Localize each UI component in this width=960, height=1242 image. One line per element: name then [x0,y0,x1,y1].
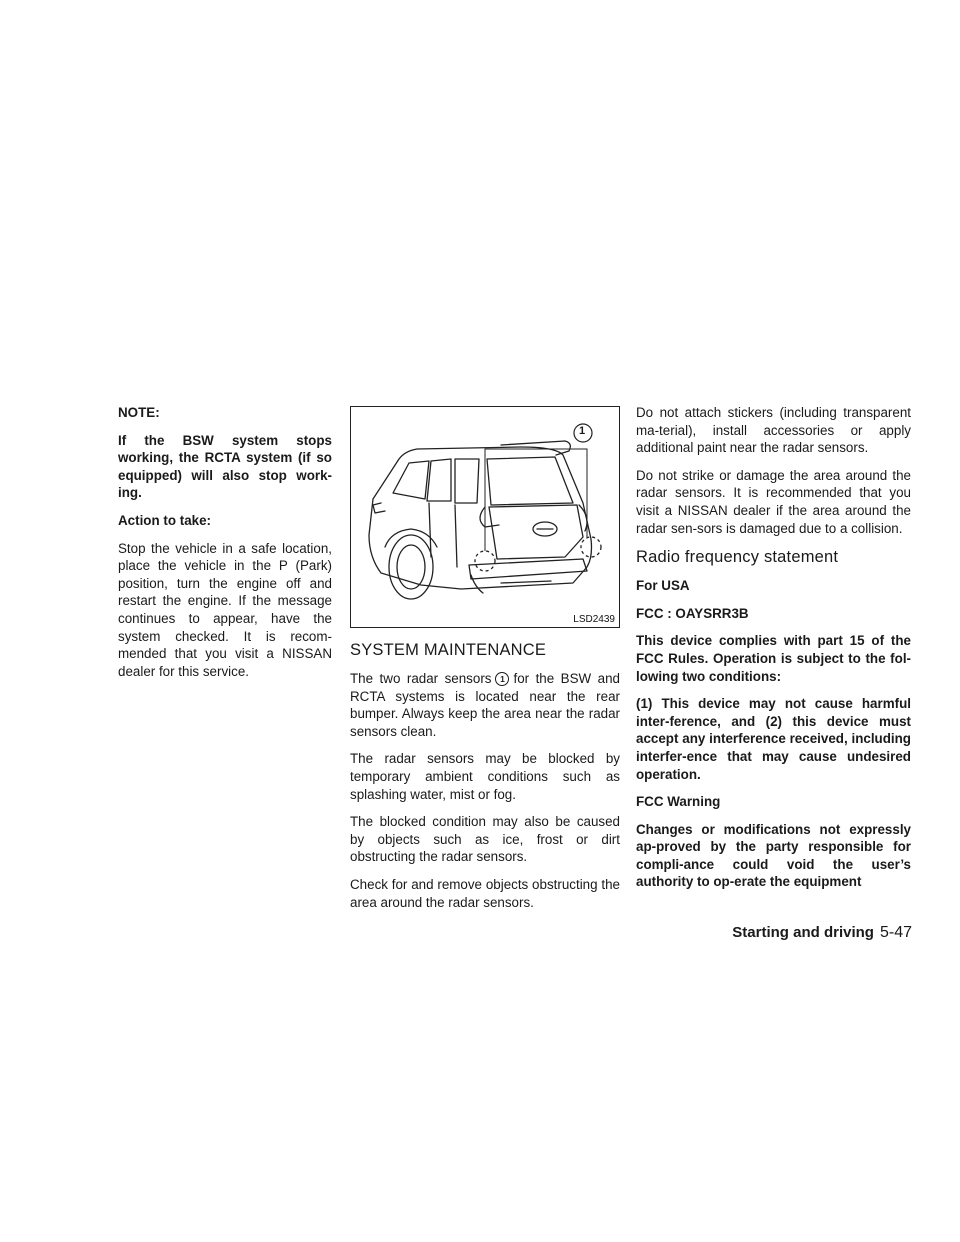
stickers-paragraph: Do not attach stickers (including transparent ma-terial), install accessories or apply additional paint near the radar sensors. [636,405,911,456]
p1-end: for the BSW and RCTA systems is located near the rear bumper. Always keep the area near the radar sensors clean. [350,671,620,739]
left-column [118,404,332,690]
suv-rear-drawing [351,407,619,627]
action-body: Stop the vehicle in a safe location, place the vehicle in the P (Park) position, turn the engine off and restart the engine. If the message continues to appear, have the system checked. It is recom-mended that you visit a NISSAN dealer for this service. [118,540,332,679]
damage-paragraph: Do not strike or damage the area around the radar sensors. It is recommended that you visit a NISSAN dealer if the area around the radar sen-sors is damaged due to a collision. [636,467,911,536]
section-heading: SYSTEM MAINTENANCE [350,641,547,659]
fcc-id: FCC : OAYSRR3B [636,605,749,621]
compliance-text: This device complies with part 15 of the FCC Rules. Operation is subject to the fol-lowing two conditions: [636,633,911,684]
callout-number: 1 [579,425,586,437]
page-number: 5-47 [879,924,912,941]
maintenance-paragraph-2: The radar sensors may be blocked by temporary ambient conditions such as splashing water, mist or fog. [350,751,620,802]
note-label: NOTE: [118,405,160,420]
action-label: Action to take: [118,512,211,528]
maintenance-paragraph-1 [350,670,620,740]
maintenance-paragraph-3: The blocked condition may also be caused by objects such as ice, frost or dirt obstructing the radar sensors. [350,814,620,865]
callout-marker-icon: 1 [495,672,509,686]
note-body: If the BSW system stops working, the RCTA system (if so equipped) will also stop work-ing. [118,432,332,501]
p1-start: The two radar sensors [350,671,492,686]
for-usa-label: For USA [636,578,690,594]
page-footer [732,924,912,942]
middle-column [350,640,620,921]
right-column [636,404,911,901]
fcc-warning-label: FCC Warning [636,794,721,810]
figure-code: LSD2439 [573,614,615,625]
radio-heading: Radio frequency statement [636,548,839,567]
conditions-text: (1) This device may not cause harmful inter-ference, and (2) this device must accept any interference received, including interfer-ence that may cause undesired operation. [636,696,911,782]
fcc-warning-body: Changes or modifications not expressly ap-proved by the party responsible for compli-ance could void the user’s authority to op-erate the equipment [636,821,911,890]
maintenance-paragraph-4: Check for and remove objects obstructing the area around the radar sensors. [350,876,620,910]
rear-vehicle-illustration [350,406,620,628]
footer-section: Starting and driving [732,924,874,941]
